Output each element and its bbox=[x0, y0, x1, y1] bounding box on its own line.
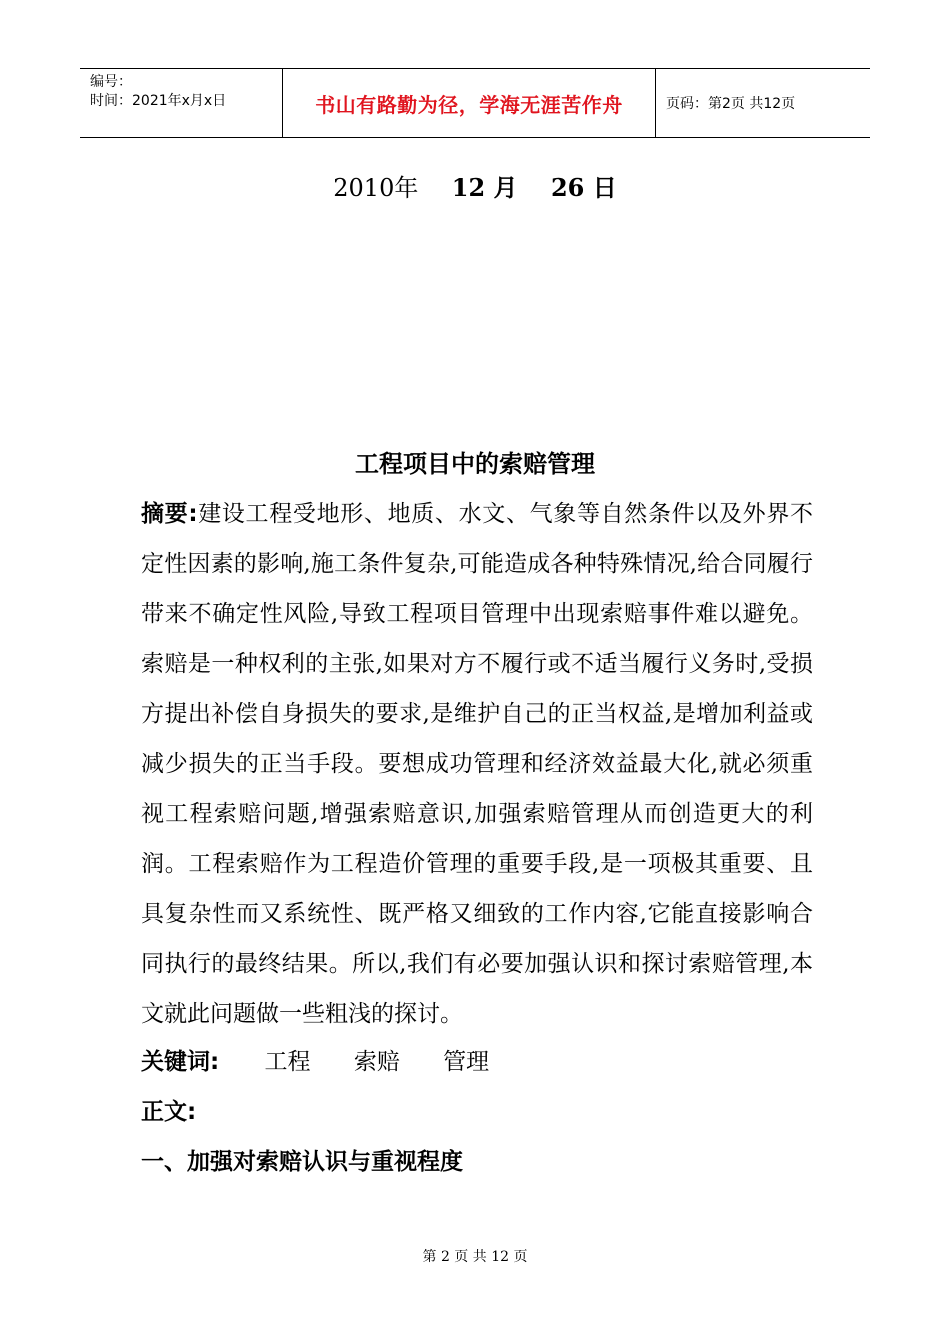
body-label: 正文: bbox=[141, 1099, 197, 1125]
abstract-text: 建设工程受地形、地质、水文、气象等自然条件以及外界不定性因素的影响,施工条件复杂,可能造成各种特殊情况,给合同履行带来不确定性风险,导致工程项目管理中出现索赔事件难以避免。索赔是一种权利的主张,如果对方不履行或不适当履行义务时,受损方提出补偿自身损失的要求,是维护自己的正当权益,是增加利益或减少损失的正当手段。要想成功管理和经济效益最大化,就必须重视工程索赔问题,增强索赔意识,加强索赔管理从而创造更大的利润。工程索赔作为工程造价管理的重要手段,是一项极其重要、且具复杂性而又系统性、既严格又细致的工作内容,它能直接影响合同执行的最终结果。所以,我们有必要加强认识和探讨索赔管理,本文就此问题做一些粗浅的探讨。 bbox=[141, 501, 814, 1027]
document-header bbox=[80, 68, 870, 138]
number-label: 编号： bbox=[90, 74, 132, 90]
document-date bbox=[0, 168, 950, 203]
keywords-label: 关键词: bbox=[141, 1049, 220, 1075]
time-label: 时间：2021年x月x日 bbox=[90, 93, 227, 109]
header-page-info: 页码：第2页 共12页 bbox=[666, 96, 796, 112]
abstract-paragraph bbox=[141, 489, 813, 1039]
keyword-item: 管理 bbox=[443, 1049, 490, 1075]
date-day: 26 日 bbox=[550, 173, 617, 202]
header-motto: 书山有路勤为径，学海无涯苦作舟 bbox=[315, 92, 623, 117]
keywords-line bbox=[141, 1037, 525, 1087]
date-month: 12 月 bbox=[451, 173, 518, 202]
section-heading: 一、加强对索赔认识与重视程度 bbox=[141, 1149, 463, 1175]
abstract-label: 摘要: bbox=[141, 501, 198, 527]
keyword-item: 索赔 bbox=[353, 1049, 400, 1075]
header-motto-cell bbox=[282, 69, 656, 137]
date-year: 2010年 bbox=[333, 174, 419, 202]
header-meta bbox=[80, 69, 282, 137]
keyword-item: 工程 bbox=[264, 1049, 311, 1075]
page-footer: 第 2 页 共 12 页 bbox=[422, 1249, 528, 1265]
document-title: 工程项目中的索赔管理 bbox=[355, 450, 595, 478]
